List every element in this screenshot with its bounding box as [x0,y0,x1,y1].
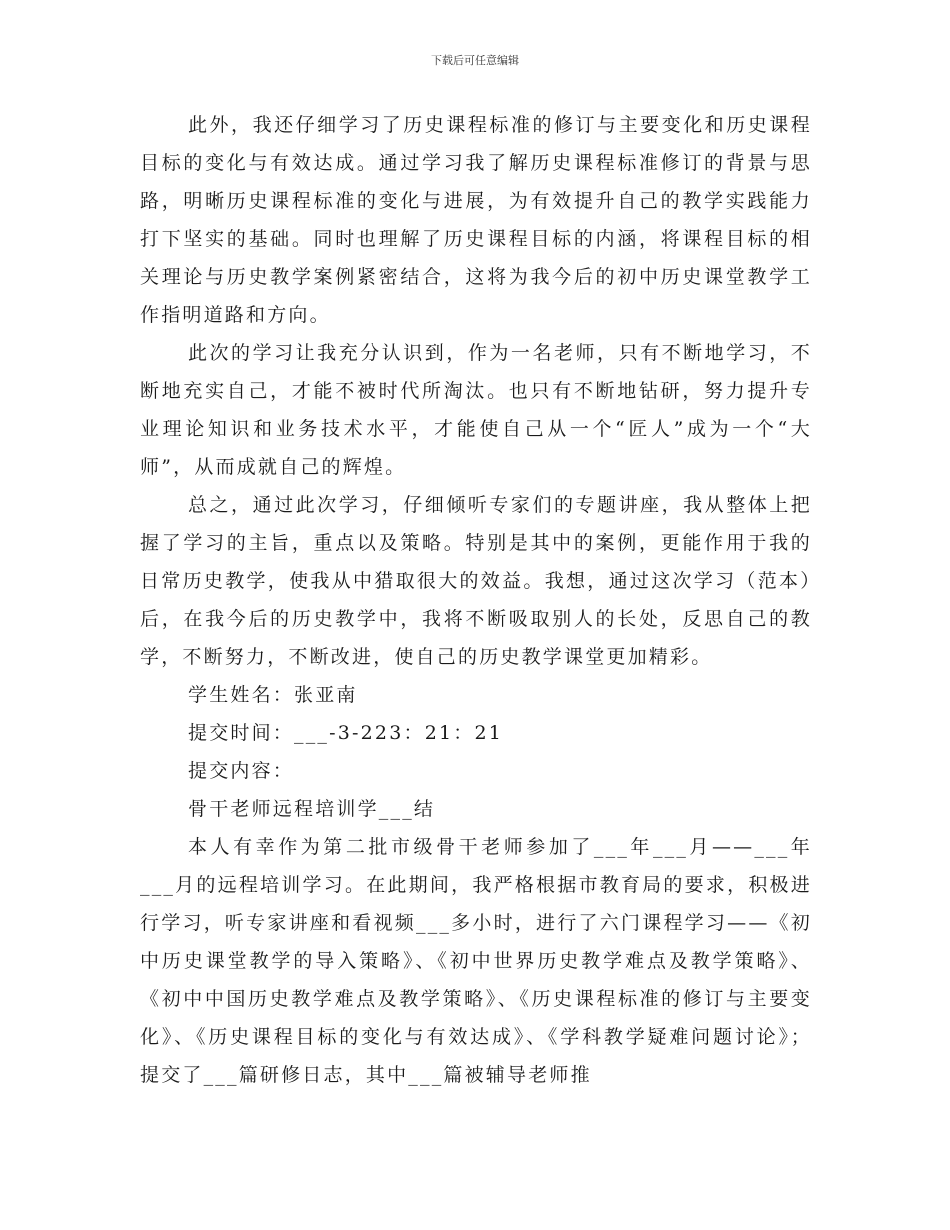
submit-content-label: 提交内容： [188,760,295,782]
paragraph-study-standards: 此外，我还仔细学习了历史课程标准的修订与主要变化和历史课程目标的变化与有效达成。通过学习我了解历史课程标准修订的背景与思路，明晰历史课程标准的变化与进展，为有效提升自己的教学实践能力打下坚实的基础。同时也理解了历史课程目标的内涵，将课程目标的相关理论与历史教学案例紧密结合，这将为我今后的初中历史课堂教学工作指明道路和方向。 [140,114,812,326]
page-header: 下载后可任意编辑 [431,54,519,67]
paragraph-summary: 总之，通过此次学习，仔细倾听专家们的专题讲座，我从整体上把握了学习的主旨，重点以及策略。特别是其中的案例，更能作用于我的日常历史教学，使我从中猎取很大的效益。我想，通过这次学习（范本）后，在我今后的历史教学中，我将不断吸取别人的长处，反思自己的教学，不断努力，不断改进，使自己的历史教学课堂更加精彩。 [140,494,812,668]
paragraph-reflection: 此次的学习让我充分认识到，作为一名老师，只有不断地学习，不断地充实自己，才能不被时代所淘汰。也只有不断地钻研，努力提升专业理论知识和业务技术水平，才能使自己从一个“匠人”成为一个“大师”，从而成就自己的辉煌。 [140,342,812,478]
paragraph-training-overview: 本人有幸作为第二批市级骨干老师参加了___年___月——___年___月的远程培训学习。在此期间，我严格根据市教育局的要求，积极进行学习，听专家讲座和看视频___多小时，进行了六门课程学习——《初中历史课堂教学的导入策略》、《初中世界历史教学难点及教学策略》、《初中中国历史教学难点及教学策略》、《历史课程标准的修订与主要变化》、《历史课程目标的变化与有效达成》、《学科教学疑难问题讨论》；提交了___篇研修日志，其中___篇被辅导老师推 [140,836,812,1086]
submission-title: 骨干老师远程培训学___结 [188,798,436,820]
student-name-field: 学生姓名：张亚南 [188,684,358,706]
document-body [140,106,812,1094]
submit-time-field: 提交时间：___-3-223：21：21 [188,722,504,744]
